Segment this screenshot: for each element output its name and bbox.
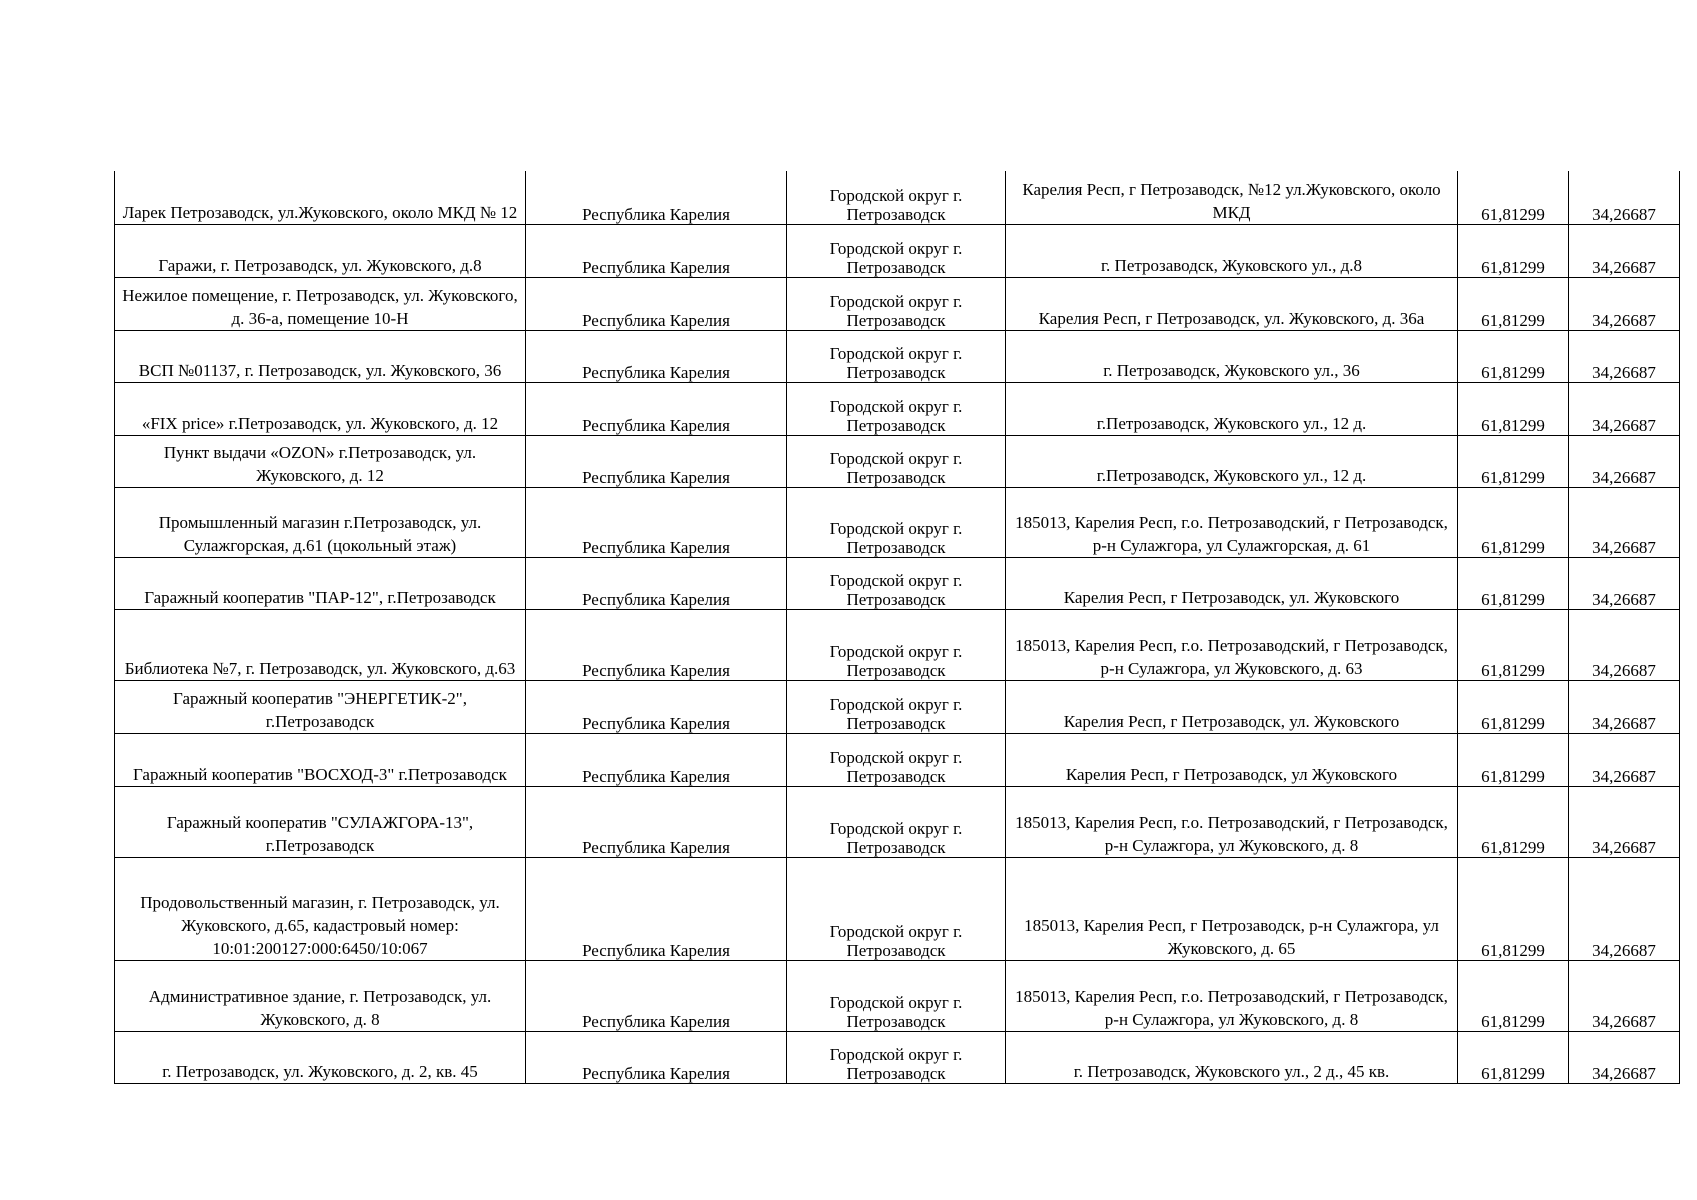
address-cell: г. Петрозаводск, Жуковского ул., 2 д., 45 кв.: [1006, 1031, 1458, 1083]
object-name-cell: «FIX price» г.Петрозаводск, ул. Жуковского, д. 12: [115, 382, 526, 435]
table-row: [115, 330, 1680, 382]
address-cell: Карелия Респ, г Петрозаводск, ул Жуковского: [1006, 733, 1458, 786]
object-name-cell: Библиотека №7, г. Петрозаводск, ул. Жуковского, д.63: [115, 609, 526, 680]
latitude-cell: 61,81299: [1458, 171, 1569, 224]
address-cell: Карелия Респ, г Петрозаводск, ул. Жуковского: [1006, 680, 1458, 733]
table-row: [115, 733, 1680, 786]
objects-table-body: [115, 171, 1680, 1083]
district-cell: Городской округ г. Петрозаводск: [787, 171, 1006, 224]
latitude-cell: 61,81299: [1458, 857, 1569, 960]
table-row: [115, 857, 1680, 960]
region-cell: Республика Карелия: [526, 786, 787, 857]
district-cell: Городской округ г. Петрозаводск: [787, 960, 1006, 1031]
region-cell: Республика Карелия: [526, 277, 787, 330]
longitude-cell: 34,26687: [1569, 277, 1680, 330]
district-cell: Городской округ г. Петрозаводск: [787, 330, 1006, 382]
district-cell: Городской округ г. Петрозаводск: [787, 557, 1006, 609]
latitude-cell: 61,81299: [1458, 557, 1569, 609]
longitude-cell: 34,26687: [1569, 224, 1680, 277]
region-cell: Республика Карелия: [526, 435, 787, 487]
object-name-cell: ВСП №01137, г. Петрозаводск, ул. Жуковского, 36: [115, 330, 526, 382]
address-cell: 185013, Карелия Респ, г.о. Петрозаводский, г Петрозаводск, р-н Сулажгора, ул Сулажгорская, д. 61: [1006, 487, 1458, 557]
object-name-cell: Гаражный кооператив "СУЛАЖГОРА-13", г.Петрозаводск: [115, 786, 526, 857]
object-name-cell: Гаражный кооператив "ЭНЕРГЕТИК-2", г.Петрозаводск: [115, 680, 526, 733]
table-row: [115, 1031, 1680, 1083]
object-name-cell: Гаражи, г. Петрозаводск, ул. Жуковского, д.8: [115, 224, 526, 277]
latitude-cell: 61,81299: [1458, 435, 1569, 487]
district-cell: Городской округ г. Петрозаводск: [787, 857, 1006, 960]
region-cell: Республика Карелия: [526, 487, 787, 557]
object-name-cell: г. Петрозаводск, ул. Жуковского, д. 2, кв. 45: [115, 1031, 526, 1083]
district-cell: Городской округ г. Петрозаводск: [787, 786, 1006, 857]
latitude-cell: 61,81299: [1458, 733, 1569, 786]
address-cell: г. Петрозаводск, Жуковского ул., 36: [1006, 330, 1458, 382]
longitude-cell: 34,26687: [1569, 733, 1680, 786]
table-row: [115, 277, 1680, 330]
latitude-cell: 61,81299: [1458, 224, 1569, 277]
longitude-cell: 34,26687: [1569, 487, 1680, 557]
longitude-cell: 34,26687: [1569, 435, 1680, 487]
object-name-cell: Административное здание, г. Петрозаводск, ул. Жуковского, д. 8: [115, 960, 526, 1031]
region-cell: Республика Карелия: [526, 857, 787, 960]
table-row: [115, 435, 1680, 487]
district-cell: Городской округ г. Петрозаводск: [787, 382, 1006, 435]
address-cell: 185013, Карелия Респ, г.о. Петрозаводский, г Петрозаводск, р-н Сулажгора, ул Жуковского, д. 8: [1006, 960, 1458, 1031]
longitude-cell: 34,26687: [1569, 786, 1680, 857]
longitude-cell: 34,26687: [1569, 609, 1680, 680]
table-row: [115, 382, 1680, 435]
address-cell: г.Петрозаводск, Жуковского ул., 12 д.: [1006, 435, 1458, 487]
longitude-cell: 34,26687: [1569, 330, 1680, 382]
table-row: [115, 557, 1680, 609]
table-row: [115, 786, 1680, 857]
latitude-cell: 61,81299: [1458, 277, 1569, 330]
district-cell: Городской округ г. Петрозаводск: [787, 277, 1006, 330]
object-name-cell: Пункт выдачи «OZON» г.Петрозаводск, ул. Жуковского, д. 12: [115, 435, 526, 487]
region-cell: Республика Карелия: [526, 171, 787, 224]
object-name-cell: Промышленный магазин г.Петрозаводск, ул. Сулажгорская, д.61 (цокольный этаж): [115, 487, 526, 557]
region-cell: Республика Карелия: [526, 1031, 787, 1083]
table-row: [115, 609, 1680, 680]
longitude-cell: 34,26687: [1569, 857, 1680, 960]
objects-table: [114, 171, 1680, 1084]
address-cell: г.Петрозаводск, Жуковского ул., 12 д.: [1006, 382, 1458, 435]
region-cell: Республика Карелия: [526, 330, 787, 382]
address-cell: 185013, Карелия Респ, г.о. Петрозаводский, г Петрозаводск, р-н Сулажгора, ул Жуковского, д. 8: [1006, 786, 1458, 857]
object-name-cell: Гаражный кооператив "ВОСХОД-3" г.Петрозаводск: [115, 733, 526, 786]
address-cell: Карелия Респ, г Петрозаводск, ул. Жуковского: [1006, 557, 1458, 609]
address-cell: Карелия Респ, г Петрозаводск, №12 ул.Жуковского, около МКД: [1006, 171, 1458, 224]
latitude-cell: 61,81299: [1458, 487, 1569, 557]
table-row: [115, 224, 1680, 277]
longitude-cell: 34,26687: [1569, 1031, 1680, 1083]
latitude-cell: 61,81299: [1458, 786, 1569, 857]
address-cell: Карелия Респ, г Петрозаводск, ул. Жуковского, д. 36а: [1006, 277, 1458, 330]
district-cell: Городской округ г. Петрозаводск: [787, 224, 1006, 277]
region-cell: Республика Карелия: [526, 224, 787, 277]
latitude-cell: 61,81299: [1458, 382, 1569, 435]
region-cell: Республика Карелия: [526, 382, 787, 435]
district-cell: Городской округ г. Петрозаводск: [787, 680, 1006, 733]
latitude-cell: 61,81299: [1458, 960, 1569, 1031]
region-cell: Республика Карелия: [526, 960, 787, 1031]
object-name-cell: Продовольственный магазин, г. Петрозаводск, ул. Жуковского, д.65, кадастровый номер: 10:01:200127:000:6450/10:067: [115, 857, 526, 960]
longitude-cell: 34,26687: [1569, 382, 1680, 435]
longitude-cell: 34,26687: [1569, 960, 1680, 1031]
table-row: [115, 171, 1680, 224]
object-name-cell: Гаражный кооператив "ПАР-12", г.Петрозаводск: [115, 557, 526, 609]
longitude-cell: 34,26687: [1569, 557, 1680, 609]
address-cell: г. Петрозаводск, Жуковского ул., д.8: [1006, 224, 1458, 277]
latitude-cell: 61,81299: [1458, 330, 1569, 382]
address-cell: 185013, Карелия Респ, г Петрозаводск, р-н Сулажгора, ул Жуковского, д. 65: [1006, 857, 1458, 960]
table-row: [115, 680, 1680, 733]
table-row: [115, 487, 1680, 557]
latitude-cell: 61,81299: [1458, 1031, 1569, 1083]
district-cell: Городской округ г. Петрозаводск: [787, 733, 1006, 786]
latitude-cell: 61,81299: [1458, 680, 1569, 733]
region-cell: Республика Карелия: [526, 680, 787, 733]
region-cell: Республика Карелия: [526, 733, 787, 786]
longitude-cell: 34,26687: [1569, 171, 1680, 224]
region-cell: Республика Карелия: [526, 609, 787, 680]
district-cell: Городской округ г. Петрозаводск: [787, 487, 1006, 557]
object-name-cell: Нежилое помещение, г. Петрозаводск, ул. Жуковского, д. 36-а, помещение 10-Н: [115, 277, 526, 330]
district-cell: Городской округ г. Петрозаводск: [787, 435, 1006, 487]
table-row: [115, 960, 1680, 1031]
district-cell: Городской округ г. Петрозаводск: [787, 1031, 1006, 1083]
longitude-cell: 34,26687: [1569, 680, 1680, 733]
latitude-cell: 61,81299: [1458, 609, 1569, 680]
object-name-cell: Ларек Петрозаводск, ул.Жуковского, около МКД № 12: [115, 171, 526, 224]
district-cell: Городской округ г. Петрозаводск: [787, 609, 1006, 680]
region-cell: Республика Карелия: [526, 557, 787, 609]
address-cell: 185013, Карелия Респ, г.о. Петрозаводский, г Петрозаводск, р-н Сулажгора, ул Жуковского, д. 63: [1006, 609, 1458, 680]
